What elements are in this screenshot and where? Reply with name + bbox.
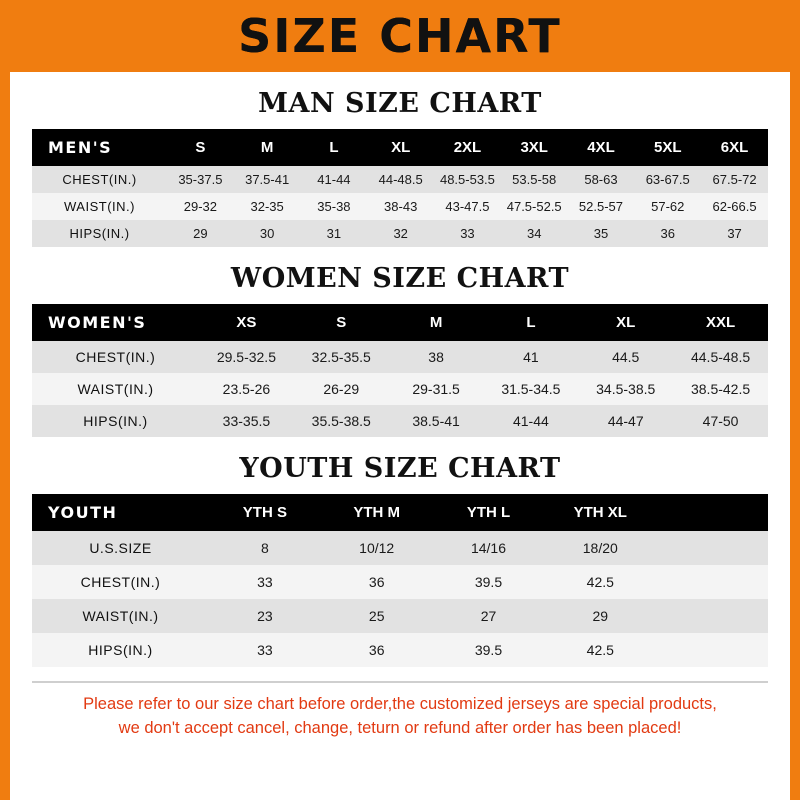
cell: 41: [483, 341, 578, 373]
cell: 25: [321, 599, 433, 633]
table-row: [32, 565, 768, 599]
cell: 31: [301, 220, 368, 247]
cell: 62-66.5: [701, 193, 768, 220]
column-header: YTH S: [242, 504, 287, 521]
column-header: M: [260, 139, 274, 156]
row-header: U.S.SIZE: [32, 531, 209, 565]
cell: 42.5: [544, 633, 656, 667]
cell: 41-44: [483, 405, 578, 437]
column-header: WOMEN'S: [48, 313, 147, 332]
cell: 29.5-32.5: [199, 341, 294, 373]
column-header: 3XL: [520, 139, 548, 156]
cell: 29-32: [167, 193, 234, 220]
footer-note: [32, 681, 768, 741]
column-header: 6XL: [720, 139, 749, 156]
cell: 44.5-48.5: [673, 341, 768, 373]
cell: 52.5-57: [568, 193, 635, 220]
column-header: [656, 494, 768, 531]
cell: 42.5: [544, 565, 656, 599]
cell: 8: [209, 531, 321, 565]
cell: 26-29: [294, 373, 389, 405]
cell: 35-38: [301, 193, 368, 220]
row-header: WAIST(IN.): [32, 599, 209, 633]
column-header: XXL: [705, 314, 736, 331]
cell: 38: [389, 341, 484, 373]
table-row: [32, 220, 768, 247]
column-header: XL: [391, 139, 411, 156]
row-header: WAIST(IN.): [32, 193, 167, 220]
cell: 63-67.5: [634, 166, 701, 193]
cell: 44-48.5: [367, 166, 434, 193]
cell: 39.5: [433, 565, 545, 599]
cell: 39.5: [433, 633, 545, 667]
men-section-title: MAN SIZE CHART: [258, 88, 542, 119]
table-row: [32, 373, 768, 405]
cell: 32-35: [234, 193, 301, 220]
men-section: [10, 88, 790, 247]
page-title: SIZE CHART: [238, 9, 562, 63]
column-header: YTH M: [353, 504, 401, 521]
cell: 23.5-26: [199, 373, 294, 405]
row-header: HIPS(IN.): [32, 633, 209, 667]
table-row: [32, 599, 768, 633]
column-header: XS: [236, 314, 257, 331]
column-header: 5XL: [653, 139, 682, 156]
column-header: L: [526, 314, 536, 331]
footer-note-line-2: we don't accept cancel, change, teturn or refund after order has been placed!: [118, 718, 682, 737]
cell: 67.5-72: [701, 166, 768, 193]
table-row: [32, 633, 768, 667]
cell: 33: [209, 633, 321, 667]
row-header: CHEST(IN.): [32, 166, 167, 193]
cell: 38-43: [367, 193, 434, 220]
cell: 32.5-35.5: [294, 341, 389, 373]
youth-section: [10, 453, 790, 667]
table-header-row: [32, 494, 768, 531]
cell: 48.5-53.5: [434, 166, 501, 193]
cell: 29: [167, 220, 234, 247]
table-header-row: [32, 304, 768, 341]
cell: 33: [209, 565, 321, 599]
cell: 47.5-52.5: [501, 193, 568, 220]
cell: 14/16: [433, 531, 545, 565]
table-row: [32, 531, 768, 565]
row-header: HIPS(IN.): [32, 220, 167, 247]
cell: 58-63: [568, 166, 635, 193]
cell: 23: [209, 599, 321, 633]
cell: 38.5-42.5: [673, 373, 768, 405]
cell: [656, 599, 768, 633]
cell: 27: [433, 599, 545, 633]
cell: 34.5-38.5: [578, 373, 673, 405]
column-header: YTH XL: [573, 504, 627, 521]
women-section: [10, 263, 790, 437]
cell: 44.5: [578, 341, 673, 373]
table-header-row: [32, 129, 768, 166]
youth-section-title: YOUTH SIZE CHART: [239, 453, 561, 484]
row-header: CHEST(IN.): [32, 341, 199, 373]
cell: 44-47: [578, 405, 673, 437]
cell: 38.5-41: [389, 405, 484, 437]
column-header: MEN'S: [48, 138, 113, 157]
cell: [656, 633, 768, 667]
column-header: S: [336, 314, 347, 331]
table-row: [32, 405, 768, 437]
cell: 33: [434, 220, 501, 247]
cell: 41-44: [301, 166, 368, 193]
cell: 43-47.5: [434, 193, 501, 220]
cell: 53.5-58: [501, 166, 568, 193]
women-section-title: WOMEN SIZE CHART: [230, 263, 570, 294]
cell: 57-62: [634, 193, 701, 220]
column-header: 2XL: [453, 139, 482, 156]
table-row: [32, 341, 768, 373]
cell: 36: [321, 565, 433, 599]
cell: 34: [501, 220, 568, 247]
cell: 29: [544, 599, 656, 633]
cell: 35.5-38.5: [294, 405, 389, 437]
column-header: YTH L: [466, 504, 511, 521]
row-header: CHEST(IN.): [32, 565, 209, 599]
cell: 30: [234, 220, 301, 247]
cell: 36: [321, 633, 433, 667]
cell: 32: [367, 220, 434, 247]
table-row: [32, 193, 768, 220]
women-size-table: [32, 304, 768, 437]
banner: [0, 0, 800, 72]
cell: 36: [634, 220, 701, 247]
youth-size-table: [32, 494, 768, 667]
column-header: YOUTH: [48, 503, 118, 522]
table-row: [32, 166, 768, 193]
men-size-table: [32, 129, 768, 247]
cell: 37: [701, 220, 768, 247]
cell: 18/20: [544, 531, 656, 565]
row-header: HIPS(IN.): [32, 405, 199, 437]
cell: 31.5-34.5: [483, 373, 578, 405]
cell: [656, 565, 768, 599]
column-header: XL: [616, 314, 636, 331]
footer-note-line-1: Please refer to our size chart before order,the customized jerseys are special products,: [83, 695, 717, 713]
column-header: L: [329, 139, 339, 156]
cell: 33-35.5: [199, 405, 294, 437]
cell: 29-31.5: [389, 373, 484, 405]
cell: 47-50: [673, 405, 768, 437]
column-header: S: [195, 139, 206, 156]
cell: 35: [568, 220, 635, 247]
cell: [656, 531, 768, 565]
column-header: M: [429, 314, 443, 331]
cell: 10/12: [321, 531, 433, 565]
cell: 37.5-41: [234, 166, 301, 193]
column-header: 4XL: [587, 139, 615, 156]
cell: 35-37.5: [167, 166, 234, 193]
row-header: WAIST(IN.): [32, 373, 199, 405]
